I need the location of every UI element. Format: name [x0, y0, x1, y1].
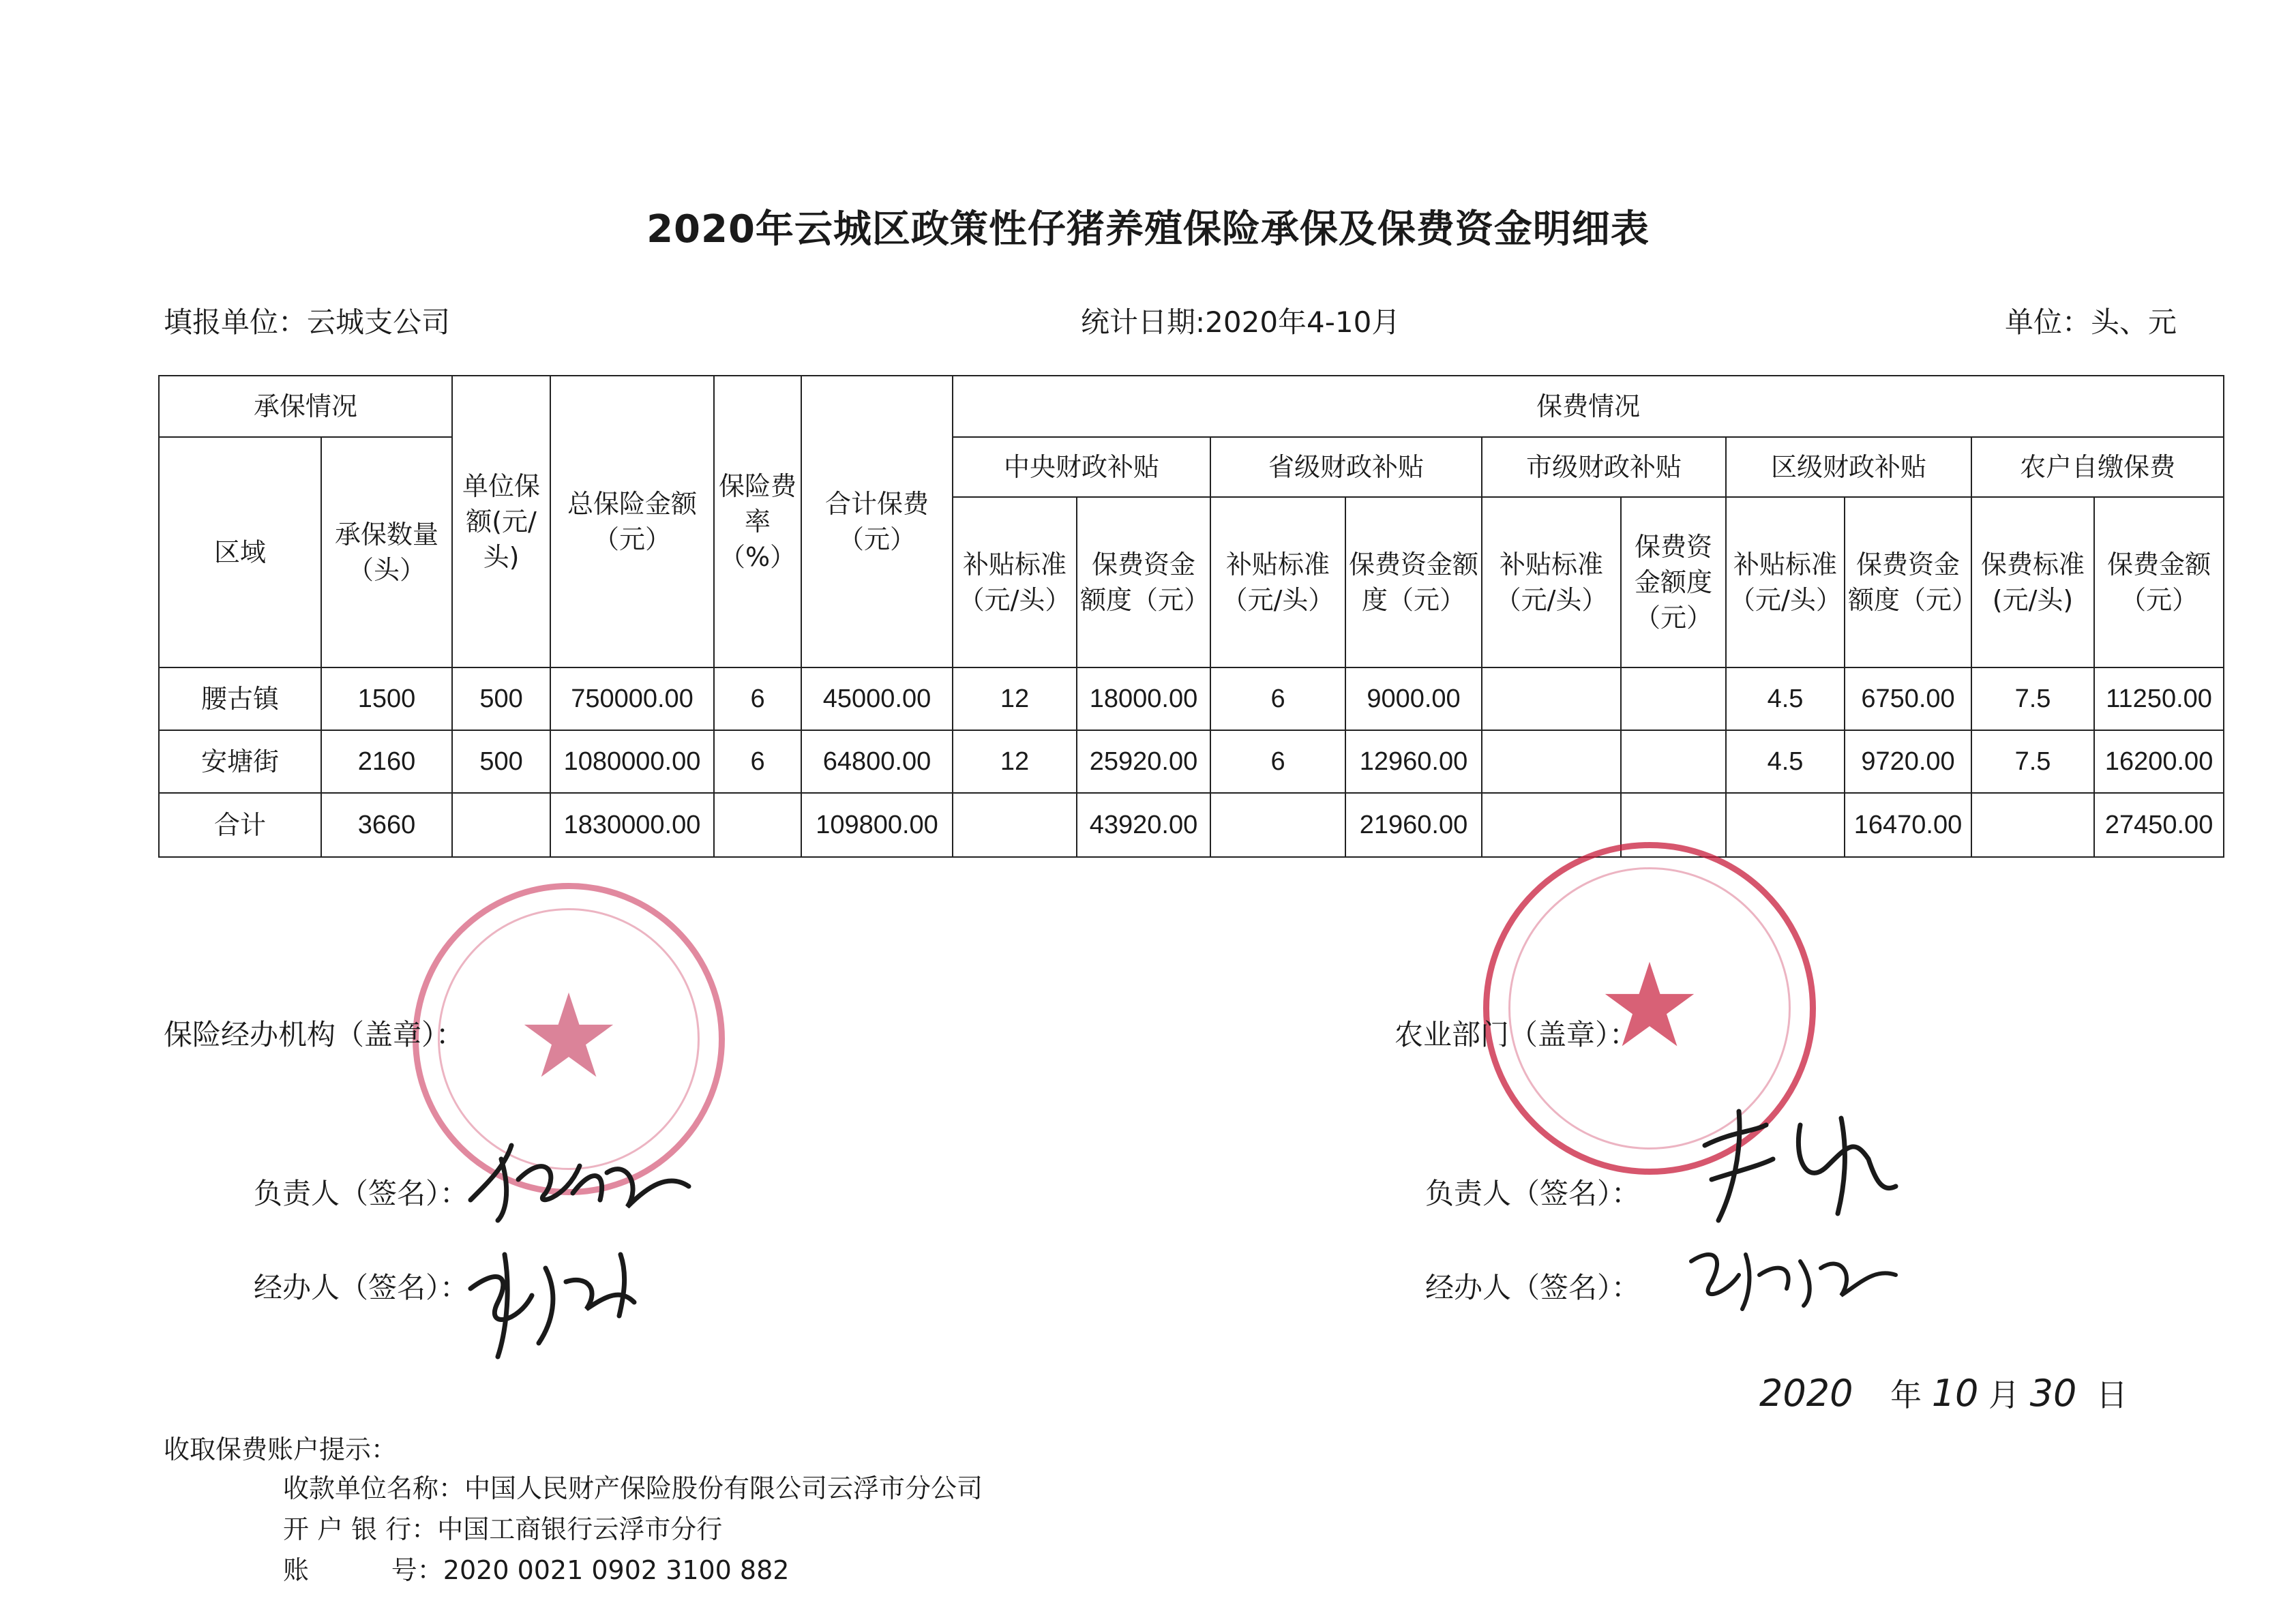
date-year: 2020 [1759, 1372, 1853, 1415]
cell-farmer-amt: 16200.00 [2094, 730, 2224, 793]
cell-district-amt: 16470.00 [1845, 793, 1971, 857]
table-row-total [159, 793, 2224, 857]
account-heading: 收取保费账户提示： [164, 1435, 398, 1465]
cell-district-amt: 9720.00 [1845, 730, 1971, 793]
cell-farmer-amt: 11250.00 [2094, 667, 2224, 730]
header-farmer: 农户自缴保费 [1971, 437, 2224, 497]
cell-total-premium: 109800.00 [801, 793, 953, 857]
cell-central-amt: 43920.00 [1077, 793, 1210, 857]
cell-city-std [1482, 667, 1621, 730]
cell-rate: 6 [714, 667, 801, 730]
cell-farmer-std: 7.5 [1971, 730, 2094, 793]
agriculture-leader-sign-label: 负责人（签名）： [1425, 1177, 1641, 1210]
account-payee: 收款单位名称：中国人民财产保险股份有限公司云浮市分公司 [283, 1473, 983, 1503]
header-total-premium: 合计保费（元） [801, 376, 953, 667]
header-city-amt: 保费资金额度（元） [1621, 497, 1726, 667]
cell-provincial-amt: 12960.00 [1345, 730, 1482, 793]
date-day: 30 [2029, 1372, 2077, 1415]
cell-city-std [1482, 793, 1621, 857]
seal-star-icon: ★ [1597, 938, 1702, 1074]
date-day-label: 日 [2096, 1377, 2128, 1413]
cell-city-amt [1621, 730, 1726, 793]
header-central: 中央财政补贴 [953, 437, 1210, 497]
cell-region: 安塘街 [159, 730, 321, 793]
cell-provincial-amt: 9000.00 [1345, 667, 1482, 730]
cell-provincial-amt: 21960.00 [1345, 793, 1482, 857]
table-row [159, 667, 2224, 730]
cell-central-std: 12 [953, 667, 1077, 730]
cell-city-std [1482, 730, 1621, 793]
premium-detail-table [158, 375, 2224, 858]
header-city: 市级财政补贴 [1482, 437, 1726, 497]
cell-city-amt [1621, 667, 1726, 730]
cell-provincial-std: 6 [1210, 667, 1345, 730]
header-farmer-std: 保费标准(元/头) [1971, 497, 2094, 667]
insurance-handler-sign-label: 经办人（签名）： [254, 1271, 469, 1304]
cell-region: 腰古镇 [159, 667, 321, 730]
header-premium: 保费情况 [953, 376, 2224, 437]
cell-central-std [953, 793, 1077, 857]
cell-central-amt: 18000.00 [1077, 667, 1210, 730]
date-year-label: 年 [1890, 1377, 1922, 1413]
header-city-std: 补贴标准（元/头） [1482, 497, 1621, 667]
cell-central-std: 12 [953, 730, 1077, 793]
header-rate: 保险费率（%） [714, 376, 801, 667]
seal-star-icon: ★ [516, 969, 621, 1105]
agriculture-handler-signature [1684, 1234, 1903, 1316]
header-central-amt: 保费资金额度（元） [1077, 497, 1210, 667]
page-title: 2020年云城区政策性仔猪养殖保险承保及保费资金明细表 [646, 207, 1650, 252]
cell-region: 合计 [159, 793, 321, 857]
statistics-date: 统计日期:2020年4-10月 [1081, 305, 1401, 339]
cell-total-premium: 64800.00 [801, 730, 953, 793]
reporting-unit: 填报单位：云城支公司 [164, 305, 451, 339]
cell-count: 2160 [321, 730, 452, 793]
sign-date [1759, 1370, 2128, 1415]
insurance-leader-signature [464, 1125, 709, 1227]
header-underwriting: 承保情况 [159, 376, 452, 437]
cell-farmer-amt: 27450.00 [2094, 793, 2224, 857]
header-district-amt: 保费资金额度（元） [1845, 497, 1971, 667]
cell-district-amt: 6750.00 [1845, 667, 1971, 730]
table-row [159, 730, 2224, 793]
cell-central-amt: 25920.00 [1077, 730, 1210, 793]
cell-farmer-std [1971, 793, 2094, 857]
cell-total-amount: 1830000.00 [550, 793, 714, 857]
header-provincial-amt: 保费资金额度（元） [1345, 497, 1482, 667]
account-number: 账 号：2020 0021 0902 3100 882 [283, 1555, 790, 1585]
date-month-label: 月 [1988, 1377, 2021, 1413]
cell-farmer-std: 7.5 [1971, 667, 2094, 730]
header-unit-amount: 单位保额(元/头) [452, 376, 550, 667]
header-district: 区级财政补贴 [1726, 437, 1971, 497]
cell-provincial-std: 6 [1210, 730, 1345, 793]
cell-district-std: 4.5 [1726, 730, 1845, 793]
cell-rate [714, 793, 801, 857]
cell-provincial-std [1210, 793, 1345, 857]
agriculture-dept-seal-label: 农业部门（盖章）： [1395, 1018, 1639, 1051]
insurance-org-seal-label: 保险经办机构（盖章）： [164, 1018, 465, 1051]
cell-count: 1500 [321, 667, 452, 730]
date-month: 10 [1931, 1372, 1979, 1415]
insurance-leader-sign-label: 负责人（签名）： [254, 1177, 469, 1210]
cell-rate: 6 [714, 730, 801, 793]
agriculture-leader-signature [1691, 1098, 1909, 1227]
cell-district-std: 4.5 [1726, 667, 1845, 730]
unit-label: 单位：头、元 [2005, 305, 2177, 339]
header-district-std: 补贴标准（元/头） [1726, 497, 1845, 667]
header-total-amount: 总保险金额（元） [550, 376, 714, 667]
cell-district-std [1726, 793, 1845, 857]
cell-count: 3660 [321, 793, 452, 857]
header-region: 区域 [159, 437, 321, 667]
header-farmer-amt: 保费金额（元） [2094, 497, 2224, 667]
cell-total-amount: 750000.00 [550, 667, 714, 730]
header-provincial-std: 补贴标准（元/头） [1210, 497, 1345, 667]
header-central-std: 补贴标准（元/头） [953, 497, 1077, 667]
cell-total-amount: 1080000.00 [550, 730, 714, 793]
cell-total-premium: 45000.00 [801, 667, 953, 730]
cell-unit-amount [452, 793, 550, 857]
account-bank: 开 户 银 行：中国工商银行云浮市分行 [283, 1514, 723, 1544]
cell-unit-amount: 500 [452, 667, 550, 730]
insurance-handler-signature [457, 1227, 661, 1364]
cell-unit-amount: 500 [452, 730, 550, 793]
agriculture-handler-sign-label: 经办人（签名）： [1425, 1271, 1641, 1304]
header-count: 承保数量（头） [321, 437, 452, 667]
header-provincial: 省级财政补贴 [1210, 437, 1482, 497]
